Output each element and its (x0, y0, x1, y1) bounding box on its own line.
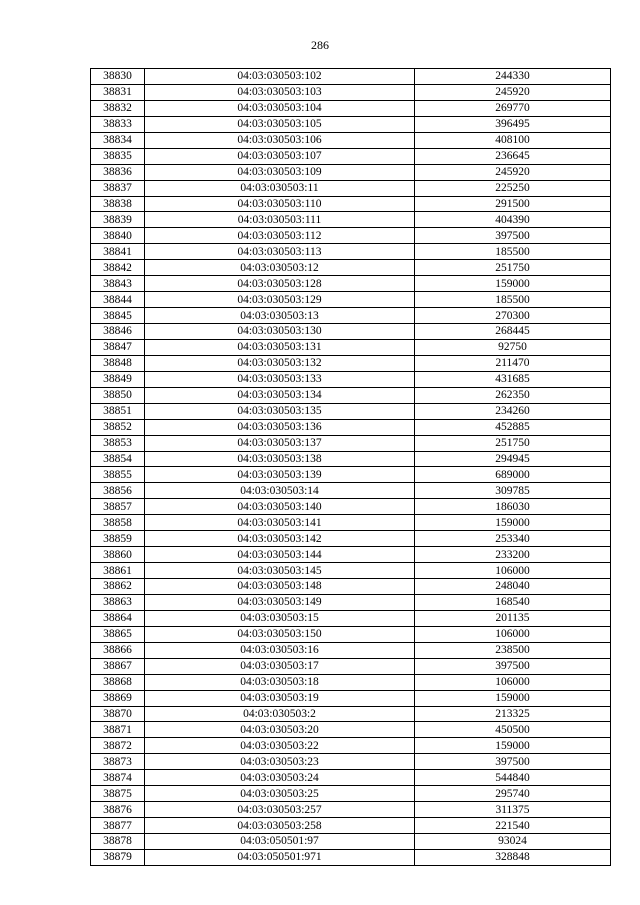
cadastral-number-cell: 04:03:030503:257 (145, 802, 415, 818)
table-row (91, 244, 611, 260)
row-number-cell: 38874 (91, 770, 145, 786)
table-row (91, 387, 611, 403)
row-number-cell: 38870 (91, 706, 145, 722)
table-row (91, 754, 611, 770)
page-number: 286 (311, 38, 329, 52)
cadastral-number-cell: 04:03:050501:971 (145, 849, 415, 865)
row-number-cell: 38858 (91, 515, 145, 531)
value-cell: 185500 (415, 292, 611, 308)
table-row (91, 164, 611, 180)
cadastral-number-cell: 04:03:030503:13 (145, 308, 415, 324)
value-cell: 233200 (415, 547, 611, 563)
cadastral-number-cell: 04:03:030503:113 (145, 244, 415, 260)
cadastral-number-cell: 04:03:030503:107 (145, 148, 415, 164)
table-row (91, 69, 611, 85)
row-number-cell: 38848 (91, 355, 145, 371)
cadastral-number-cell: 04:03:030503:16 (145, 642, 415, 658)
cadastral-number-cell: 04:03:030503:12 (145, 260, 415, 276)
row-number-cell: 38833 (91, 116, 145, 132)
row-number-cell: 38859 (91, 531, 145, 547)
value-cell: 234260 (415, 403, 611, 419)
value-cell: 450500 (415, 722, 611, 738)
cadastral-number-cell: 04:03:030503:145 (145, 563, 415, 579)
value-cell: 159000 (415, 738, 611, 754)
table-row (91, 212, 611, 228)
table-row (91, 499, 611, 515)
value-cell: 544840 (415, 770, 611, 786)
cadastral-number-cell: 04:03:030503:11 (145, 180, 415, 196)
cadastral-number-cell: 04:03:030503:18 (145, 674, 415, 690)
table-row (91, 834, 611, 850)
cadastral-number-cell: 04:03:050501:97 (145, 834, 415, 850)
cadastral-number-cell: 04:03:030503:110 (145, 196, 415, 212)
value-cell: 311375 (415, 802, 611, 818)
row-number-cell: 38867 (91, 658, 145, 674)
row-number-cell: 38871 (91, 722, 145, 738)
value-cell: 396495 (415, 116, 611, 132)
row-number-cell: 38861 (91, 563, 145, 579)
table-row (91, 84, 611, 100)
value-cell: 404390 (415, 212, 611, 228)
table-row (91, 180, 611, 196)
cadastral-number-cell: 04:03:030503:135 (145, 403, 415, 419)
value-cell: 168540 (415, 594, 611, 610)
cadastral-number-cell: 04:03:030503:132 (145, 355, 415, 371)
table-row (91, 435, 611, 451)
table-row (91, 579, 611, 595)
value-cell: 397500 (415, 754, 611, 770)
table-row (91, 515, 611, 531)
cadastral-number-cell: 04:03:030503:131 (145, 339, 415, 355)
value-cell: 295740 (415, 786, 611, 802)
table-row (91, 594, 611, 610)
row-number-cell: 38876 (91, 802, 145, 818)
table-row (91, 722, 611, 738)
table-row (91, 451, 611, 467)
table-row (91, 786, 611, 802)
table-row (91, 610, 611, 626)
value-cell: 201135 (415, 610, 611, 626)
value-cell: 93024 (415, 834, 611, 850)
table-row (91, 371, 611, 387)
value-cell: 251750 (415, 260, 611, 276)
cadastral-number-cell: 04:03:030503:106 (145, 132, 415, 148)
table-row (91, 483, 611, 499)
row-number-cell: 38865 (91, 626, 145, 642)
row-number-cell: 38845 (91, 308, 145, 324)
cadastral-number-cell: 04:03:030503:130 (145, 324, 415, 340)
table-row (91, 626, 611, 642)
table-row (91, 563, 611, 579)
row-number-cell: 38838 (91, 196, 145, 212)
table-row (91, 658, 611, 674)
table-row (91, 132, 611, 148)
row-number-cell: 38847 (91, 339, 145, 355)
table-row (91, 228, 611, 244)
value-cell: 270300 (415, 308, 611, 324)
row-number-cell: 38839 (91, 212, 145, 228)
row-number-cell: 38875 (91, 786, 145, 802)
row-number-cell: 38840 (91, 228, 145, 244)
table-row (91, 531, 611, 547)
cadastral-number-cell: 04:03:030503:25 (145, 786, 415, 802)
registry-table-body (91, 69, 611, 866)
table-row (91, 196, 611, 212)
table-row (91, 116, 611, 132)
cadastral-number-cell: 04:03:030503:104 (145, 100, 415, 116)
row-number-cell: 38850 (91, 387, 145, 403)
cadastral-number-cell: 04:03:030503:137 (145, 435, 415, 451)
row-number-cell: 38869 (91, 690, 145, 706)
value-cell: 397500 (415, 658, 611, 674)
row-number-cell: 38835 (91, 148, 145, 164)
row-number-cell: 38878 (91, 834, 145, 850)
row-number-cell: 38852 (91, 419, 145, 435)
cadastral-number-cell: 04:03:030503:14 (145, 483, 415, 499)
cadastral-number-cell: 04:03:030503:2 (145, 706, 415, 722)
value-cell: 106000 (415, 563, 611, 579)
row-number-cell: 38849 (91, 371, 145, 387)
cadastral-number-cell: 04:03:030503:148 (145, 579, 415, 595)
value-cell: 244330 (415, 69, 611, 85)
row-number-cell: 38860 (91, 547, 145, 563)
row-number-cell: 38862 (91, 579, 145, 595)
cadastral-number-cell: 04:03:030503:128 (145, 276, 415, 292)
table-row (91, 642, 611, 658)
row-number-cell: 38868 (91, 674, 145, 690)
cadastral-number-cell: 04:03:030503:144 (145, 547, 415, 563)
row-number-cell: 38854 (91, 451, 145, 467)
row-number-cell: 38863 (91, 594, 145, 610)
row-number-cell: 38873 (91, 754, 145, 770)
value-cell: 294945 (415, 451, 611, 467)
row-number-cell: 38846 (91, 324, 145, 340)
row-number-cell: 38832 (91, 100, 145, 116)
row-number-cell: 38872 (91, 738, 145, 754)
row-number-cell: 38879 (91, 849, 145, 865)
table-row (91, 547, 611, 563)
value-cell: 186030 (415, 499, 611, 515)
row-number-cell: 38851 (91, 403, 145, 419)
table-row (91, 403, 611, 419)
value-cell: 106000 (415, 626, 611, 642)
row-number-cell: 38841 (91, 244, 145, 260)
table-row (91, 292, 611, 308)
value-cell: 159000 (415, 276, 611, 292)
value-cell: 236645 (415, 148, 611, 164)
table-row (91, 260, 611, 276)
table-row (91, 849, 611, 865)
value-cell: 245920 (415, 164, 611, 180)
cadastral-number-cell: 04:03:030503:142 (145, 531, 415, 547)
cadastral-number-cell: 04:03:030503:138 (145, 451, 415, 467)
row-number-cell: 38830 (91, 69, 145, 85)
table-row (91, 355, 611, 371)
value-cell: 262350 (415, 387, 611, 403)
row-number-cell: 38834 (91, 132, 145, 148)
cadastral-number-cell: 04:03:030503:149 (145, 594, 415, 610)
cadastral-number-cell: 04:03:030503:140 (145, 499, 415, 515)
value-cell: 431685 (415, 371, 611, 387)
cadastral-number-cell: 04:03:030503:105 (145, 116, 415, 132)
value-cell: 268445 (415, 324, 611, 340)
cadastral-number-cell: 04:03:030503:24 (145, 770, 415, 786)
row-number-cell: 38866 (91, 642, 145, 658)
table-row (91, 419, 611, 435)
value-cell: 291500 (415, 196, 611, 212)
value-cell: 408100 (415, 132, 611, 148)
cadastral-number-cell: 04:03:030503:103 (145, 84, 415, 100)
value-cell: 328848 (415, 849, 611, 865)
row-number-cell: 38877 (91, 818, 145, 834)
cadastral-number-cell: 04:03:030503:15 (145, 610, 415, 626)
table-row (91, 802, 611, 818)
cadastral-number-cell: 04:03:030503:19 (145, 690, 415, 706)
table-row (91, 467, 611, 483)
table-row (91, 738, 611, 754)
table-row (91, 818, 611, 834)
value-cell: 106000 (415, 674, 611, 690)
cadastral-number-cell: 04:03:030503:134 (145, 387, 415, 403)
row-number-cell: 38843 (91, 276, 145, 292)
value-cell: 159000 (415, 515, 611, 531)
cadastral-number-cell: 04:03:030503:23 (145, 754, 415, 770)
row-number-cell: 38855 (91, 467, 145, 483)
value-cell: 452885 (415, 419, 611, 435)
row-number-cell: 38844 (91, 292, 145, 308)
table-row (91, 706, 611, 722)
value-cell: 213325 (415, 706, 611, 722)
cadastral-number-cell: 04:03:030503:112 (145, 228, 415, 244)
cadastral-number-cell: 04:03:030503:111 (145, 212, 415, 228)
cadastral-number-cell: 04:03:030503:20 (145, 722, 415, 738)
value-cell: 689000 (415, 467, 611, 483)
cadastral-number-cell: 04:03:030503:17 (145, 658, 415, 674)
value-cell: 245920 (415, 84, 611, 100)
row-number-cell: 38856 (91, 483, 145, 499)
table-row (91, 308, 611, 324)
row-number-cell: 38831 (91, 84, 145, 100)
cadastral-number-cell: 04:03:030503:102 (145, 69, 415, 85)
value-cell: 221540 (415, 818, 611, 834)
cadastral-number-cell: 04:03:030503:141 (145, 515, 415, 531)
value-cell: 238500 (415, 642, 611, 658)
cadastral-number-cell: 04:03:030503:258 (145, 818, 415, 834)
table-row (91, 324, 611, 340)
value-cell: 253340 (415, 531, 611, 547)
value-cell: 92750 (415, 339, 611, 355)
cadastral-number-cell: 04:03:030503:129 (145, 292, 415, 308)
cadastral-number-cell: 04:03:030503:139 (145, 467, 415, 483)
value-cell: 397500 (415, 228, 611, 244)
table-row (91, 339, 611, 355)
cadastral-number-cell: 04:03:030503:133 (145, 371, 415, 387)
value-cell: 309785 (415, 483, 611, 499)
value-cell: 159000 (415, 690, 611, 706)
value-cell: 225250 (415, 180, 611, 196)
table-row (91, 100, 611, 116)
value-cell: 248040 (415, 579, 611, 595)
value-cell: 211470 (415, 355, 611, 371)
value-cell: 269770 (415, 100, 611, 116)
value-cell: 185500 (415, 244, 611, 260)
table-row (91, 674, 611, 690)
table-row (91, 276, 611, 292)
cadastral-number-cell: 04:03:030503:109 (145, 164, 415, 180)
cadastral-number-cell: 04:03:030503:136 (145, 419, 415, 435)
row-number-cell: 38857 (91, 499, 145, 515)
table-row (91, 690, 611, 706)
row-number-cell: 38864 (91, 610, 145, 626)
row-number-cell: 38837 (91, 180, 145, 196)
row-number-cell: 38842 (91, 260, 145, 276)
row-number-cell: 38836 (91, 164, 145, 180)
cadastral-number-cell: 04:03:030503:22 (145, 738, 415, 754)
row-number-cell: 38853 (91, 435, 145, 451)
value-cell: 251750 (415, 435, 611, 451)
table-row (91, 148, 611, 164)
cadastral-number-cell: 04:03:030503:150 (145, 626, 415, 642)
registry-table (90, 68, 611, 866)
table-row (91, 770, 611, 786)
